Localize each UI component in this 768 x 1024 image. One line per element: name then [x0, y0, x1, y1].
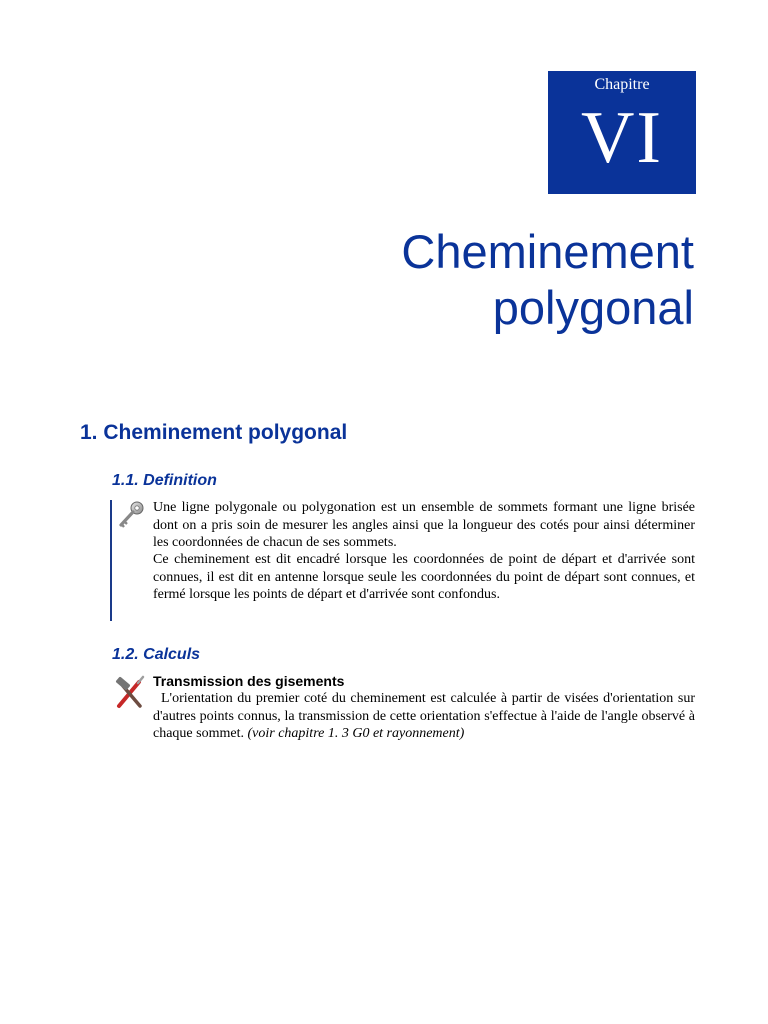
- calculs-paragraph-text: L'orientation du premier coté du cheminement est calculée à partir de visées d'orientation sur d'autres points connus, la transmission de cette orientation s'effectue à l'aide de l'angle observé à chaque sommet.: [153, 691, 695, 741]
- calculs-paragraph: [153, 690, 695, 743]
- transmission-heading: Transmission des gisements: [153, 673, 345, 689]
- definition-paragraph-1: Une ligne polygonale ou polygonation est un ensemble de sommets formant une ligne brisée dont on a pris soin de mesurer les angles ainsi que la longueur des cotés pour ainsi déterminer les coordonnées de chacun de ses sommets.: [153, 500, 695, 550]
- definition-paragraph-2: Ce cheminement est dit encadré lorsque les coordonnées de point de départ et d'arrivée sont connues, il est dit en antenne lorsque seule les coordonnées du point de départ sont connues, et fermé lorsque les points de départ et d'arrivée sont confondus.: [153, 552, 695, 602]
- chapter-title-line-1: Cheminement: [401, 225, 694, 278]
- subsection-definition-heading: 1.1. Definition: [112, 472, 217, 489]
- chapter-box: [548, 71, 696, 194]
- section-heading: 1. Cheminement polygonal: [80, 421, 348, 444]
- subsection-calculs-heading: 1.2. Calculs: [112, 646, 201, 663]
- chapter-number: VI: [580, 97, 664, 179]
- chapter-title-line-2: polygonal: [492, 281, 694, 334]
- chapter-title: [401, 224, 694, 336]
- key-icon: [116, 500, 146, 530]
- tools-icon: [113, 674, 147, 712]
- chapter-label: Chapitre: [594, 76, 650, 93]
- calculs-paragraph-reference: (voir chapitre 1. 3 G0 et rayonnement): [247, 726, 465, 741]
